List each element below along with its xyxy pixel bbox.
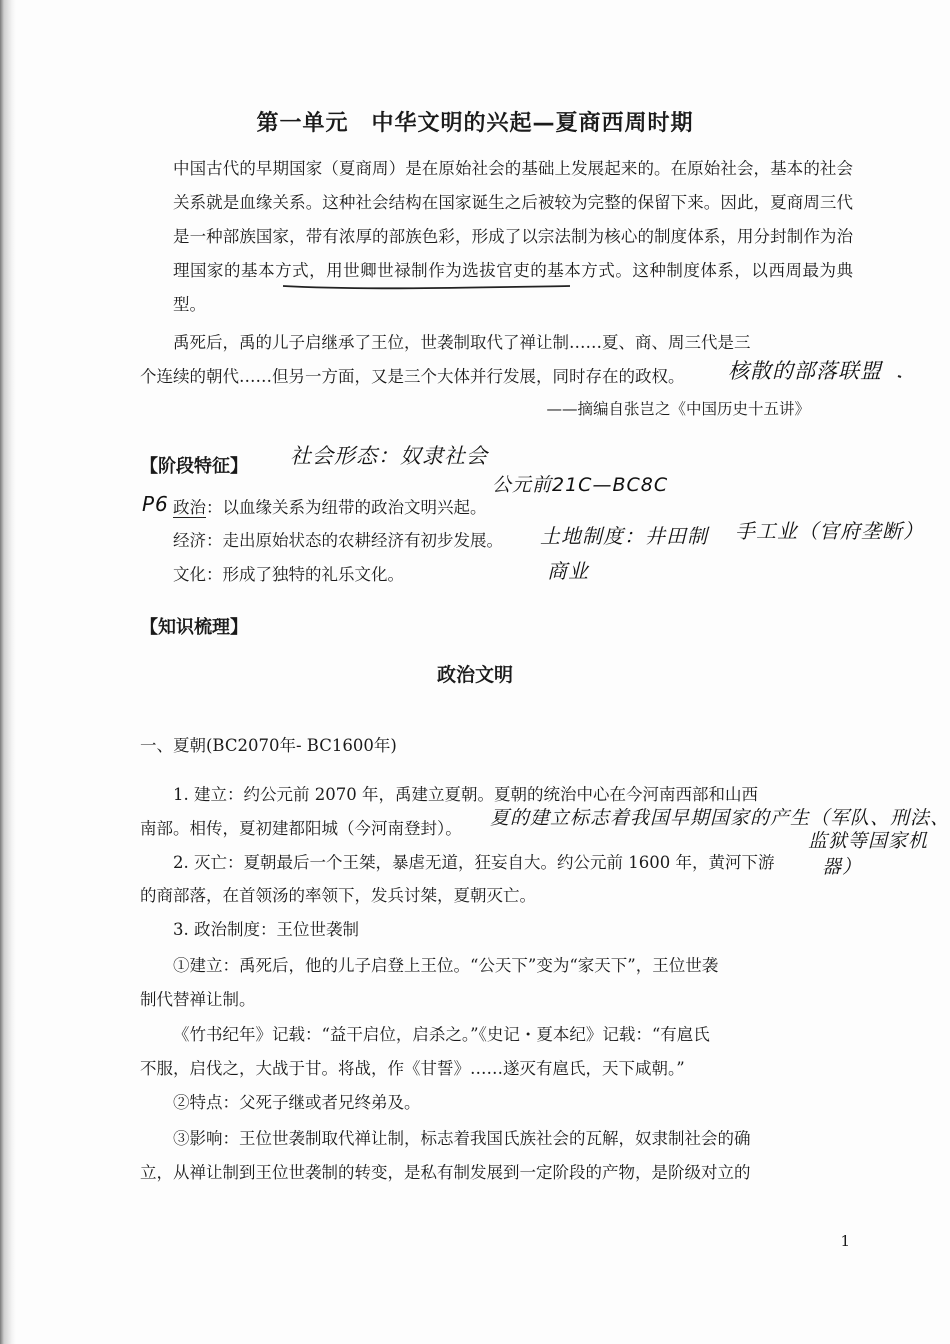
stage-culture: 文化：形成了独特的礼乐文化。 [173, 565, 404, 584]
underline-stroke [283, 286, 570, 288]
quote-source: ——摘编自张岂之《中国历史十五讲》 [546, 400, 810, 418]
politics-label: 政治 [173, 498, 206, 517]
stage-economy: 经济：走出原始状态的农耕经济有初步发展。 [173, 531, 503, 550]
handwritten-dates-note: 公元前21C—BC8C [492, 474, 669, 496]
period-mark [898, 376, 901, 377]
handwritten-commerce-note: 商业 [547, 559, 589, 583]
politics-text: ：以血缘关系为纽带的政治文明兴起。 [206, 498, 487, 517]
knowledge-heading: 【知识梳理】 [140, 617, 248, 638]
handwritten-xia-note-line-3: 器） [822, 856, 863, 878]
quote-line-2: 不服，启伐之，大战于甘。将战，作《甘誓》……遂灭有扈氏，天下咸朝。” [140, 1059, 685, 1078]
item1-line-2: 南部。相传，夏初建都阳城（今河南登封）。 [140, 819, 462, 838]
handwritten-alliance-note: 核散的部落联盟 [728, 359, 882, 383]
handwritten-land-note: 土地制度：井田制 [540, 524, 708, 548]
item3: 3. 政治制度：王位世袭制 [173, 920, 359, 939]
sub1-line-2: 制代替禅让制。 [140, 990, 256, 1009]
item1-line-1: 1. 建立：约公元前 2070 年，禹建立夏朝。夏朝的统治中心在今河南西部和山西 [173, 785, 758, 804]
handwritten-handicraft-note: 手工业（官府垄断） [735, 519, 924, 543]
intro-paragraph: 中国古代的早期国家（夏商周）是在原始社会的基础上发展起来的。在原始社会，基本的社会关系就是血缘关系。这种社会结构在国家诞生之后被较为完整的保留下来。因此，夏商周三代是一种部族国家，带有浓厚的部族色彩，形成了以宗法制为核心的制度体系，用分封制作为治理国家的基本方式，用世卿世禄制作为选拔官吏的基本方式。这种制度体系，以西周最为典型。 [173, 159, 853, 314]
stage-heading: 【阶段特征】 [140, 456, 248, 477]
handwritten-xia-note-line-1: 夏的建立标志着我国早期国家的产生（军队、刑法、 [490, 807, 950, 829]
intro-quote-line-2: 个连续的朝代……但另一方面，又是三个大体并行发展，同时存在的政权。 [140, 367, 685, 386]
page-number: 1 [840, 1232, 850, 1250]
item2-line-1: 2. 灭亡：夏朝最后一个王桀，暴虐无道，狂妄自大。约公元前 1600 年，黄河下游 [173, 853, 775, 872]
item2-line-2: 的商部落，在首领汤的率领下，发兵讨桀，夏朝灭亡。 [140, 886, 536, 905]
sub3-line-2: 立，从禅让制到王位世袭制的转变，是私有制发展到一定阶段的产物，是阶级对立的 [140, 1163, 751, 1182]
quote-line-1: 《竹书纪年》记载：“益干启位，启杀之。”《史记・夏本纪》记载：“有扈氏 [173, 1025, 710, 1044]
political-civilization-subheading: 政治文明 [436, 664, 513, 686]
handwritten-page-ref: P6 [142, 492, 169, 516]
handwritten-xia-note-line-2: 监狱等国家机 [808, 830, 929, 852]
intro-quote-line-1: 禹死后，禹的儿子启继承了王位，世袭制取代了禅让制……夏、商、周三代是三 [173, 333, 751, 352]
sub1-line-1: ①建立：禹死后，他的儿子启登上王位。“公天下”变为“家天下”，王位世袭 [173, 956, 719, 975]
page-title: 第一单元 中华文明的兴起—夏商西周时期 [256, 111, 694, 136]
handwritten-society-note: 社会形态：奴隶社会 [290, 444, 488, 468]
sub2: ②特点：父死子继或者兄终弟及。 [173, 1093, 421, 1112]
xia-heading: 一、夏朝(BC2070年- BC1600年) [140, 736, 397, 755]
sub3-line-1: ③影响：王位世袭制取代禅让制，标志着我国氏族社会的瓦解，奴隶制社会的确 [173, 1129, 751, 1148]
